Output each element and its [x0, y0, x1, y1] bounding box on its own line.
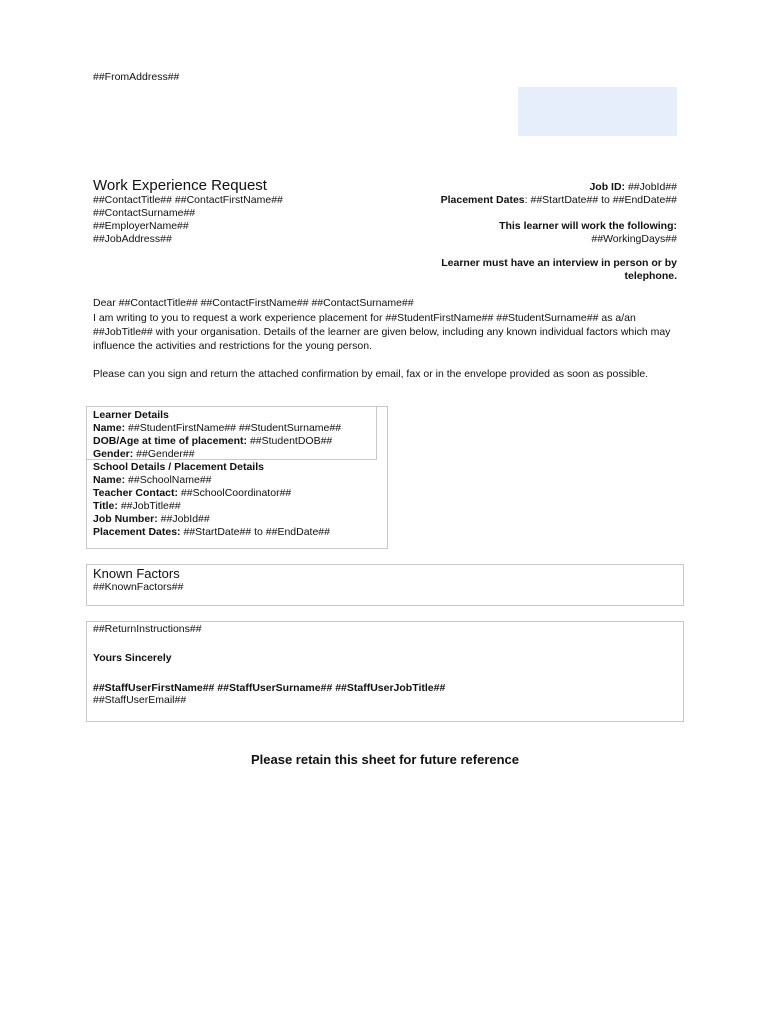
letter-paragraph-1: I am writing to you to request a work experience placement for ##StudentFirstName## ##StudentSurname## as a/an ##JobTitle## with your organisation. Details of the learner are given below, including any known individual factors which may influence the activities and restrictions for the young person.: [93, 312, 671, 352]
job-address: ##JobAddress##: [93, 233, 172, 245]
school-name-value: ##SchoolName##: [125, 474, 212, 486]
interview-line-1: Learner must have an interview in person or by: [441, 257, 677, 269]
learner-gender-value: ##Gender##: [133, 448, 195, 460]
employer-name: ##EmployerName##: [93, 220, 189, 232]
known-factors-heading: Known Factors: [93, 566, 180, 581]
placement-dates-header: [441, 194, 677, 207]
learner-details-heading: Learner Details: [93, 409, 169, 421]
job-number-label: Job Number:: [93, 513, 158, 525]
school-name: [93, 474, 212, 487]
learner-name-label: Name:: [93, 422, 126, 434]
learner-dob-value: ##StudentDOB##: [247, 435, 333, 447]
placement-dates-label: Placement Dates: [440, 194, 525, 206]
learner-gender: [93, 448, 195, 461]
teacher-contact-label: Teacher Contact:: [93, 487, 178, 499]
placement-dates: [93, 526, 330, 539]
letter-paragraph-2: Please can you sign and return the attached confirmation by email, fax or in the envelope provided as soon as possible.: [93, 368, 649, 380]
job-title-label: Title:: [93, 500, 118, 512]
learner-name: [93, 422, 341, 435]
learner-gender-label: Gender:: [93, 448, 134, 460]
learner-dob: [93, 435, 332, 448]
page-title: Work Experience Request: [93, 177, 267, 194]
learner-dob-label: DOB/Age at time of placement:: [93, 435, 248, 447]
staff-email: ##StaffUserEmail##: [93, 694, 187, 706]
school-name-label: Name:: [93, 474, 126, 486]
interview-line-2: telephone.: [624, 270, 677, 282]
return-instructions: ##ReturnInstructions##: [93, 623, 202, 635]
placement-dates-detail-label: Placement Dates:: [93, 526, 181, 538]
job-id-label: Job ID:: [589, 181, 626, 193]
placement-dates-detail-value: ##StartDate## to ##EndDate##: [180, 526, 330, 538]
contact-surname: ##ContactSurname##: [93, 207, 196, 219]
job-id: [589, 181, 677, 194]
school-details-heading: School Details / Placement Details: [93, 461, 264, 473]
working-days: ##WorkingDays##: [591, 233, 677, 245]
yours-sincerely: Yours Sincerely: [93, 652, 172, 664]
job-title-value: ##JobTitle##: [117, 500, 181, 512]
learner-name-value: ##StudentFirstName## ##StudentSurname##: [125, 422, 342, 434]
contact-line: ##ContactTitle## ##ContactFirstName##: [93, 194, 283, 206]
work-following-label: This learner will work the following:: [499, 220, 677, 232]
job-id-value: ##JobId##: [625, 181, 677, 193]
letter-greeting: Dear ##ContactTitle## ##ContactFirstName## ##ContactSurname##: [93, 297, 414, 309]
job-number-value: ##JobId##: [157, 513, 210, 525]
teacher-contact-value: ##SchoolCoordinator##: [178, 487, 292, 499]
placement-dates-value: : ##StartDate## to ##EndDate##: [524, 194, 677, 206]
job-title: [93, 500, 181, 513]
teacher-contact: [93, 487, 291, 500]
known-factors-value: ##KnownFactors##: [93, 581, 184, 593]
staff-signature: ##StaffUserFirstName## ##StaffUserSurname## ##StaffUserJobTitle##: [93, 682, 446, 694]
retain-sheet-note: Please retain this sheet for future reference: [250, 752, 520, 767]
logo-placeholder: [518, 87, 677, 136]
from-address: ##FromAddress##: [93, 71, 180, 83]
job-number: [93, 513, 210, 526]
